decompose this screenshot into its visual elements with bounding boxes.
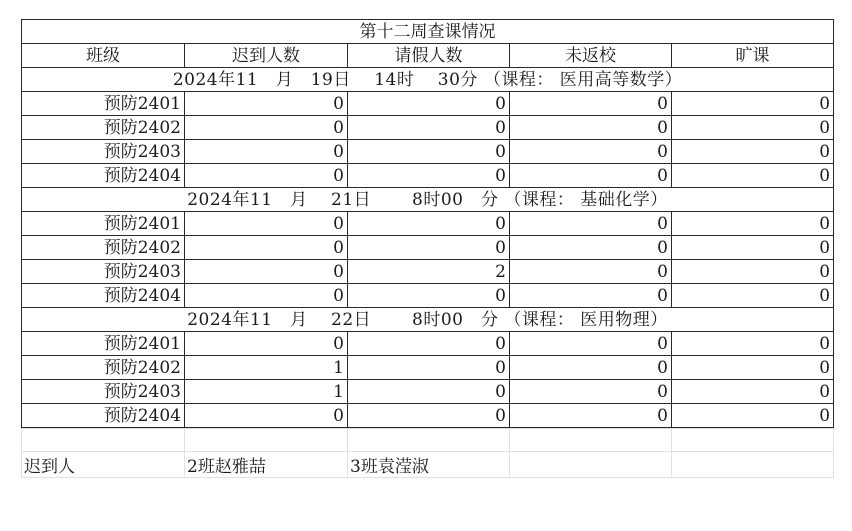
leave-cell[interactable]: 0: [348, 404, 510, 428]
class-cell[interactable]: 预防2402: [22, 116, 185, 140]
empty-cell[interactable]: [672, 452, 834, 478]
header-class[interactable]: 班级: [22, 44, 185, 68]
absent-cell[interactable]: 0: [672, 404, 834, 428]
title-row: [22, 20, 834, 44]
absent-cell[interactable]: 0: [672, 380, 834, 404]
session-row: [22, 308, 834, 332]
leave-cell[interactable]: 0: [348, 212, 510, 236]
late-cell[interactable]: 1: [185, 356, 348, 380]
session-label[interactable]: 2024年11 月 22日 8时00 分 （课程： 医用物理）: [22, 308, 834, 332]
not-returned-cell[interactable]: 0: [510, 140, 672, 164]
table-row: [22, 260, 834, 284]
header-late[interactable]: 迟到人数: [185, 44, 348, 68]
late-cell[interactable]: 0: [185, 116, 348, 140]
class-cell[interactable]: 预防2401: [22, 212, 185, 236]
absent-cell[interactable]: 0: [672, 236, 834, 260]
table-row: [22, 356, 834, 380]
attendance-sheet: [21, 19, 833, 478]
late-cell[interactable]: 0: [185, 404, 348, 428]
not-returned-cell[interactable]: 0: [510, 116, 672, 140]
leave-cell[interactable]: 0: [348, 116, 510, 140]
empty-cell[interactable]: [348, 429, 510, 452]
table-row: [22, 116, 834, 140]
not-returned-cell[interactable]: 0: [510, 404, 672, 428]
absent-cell[interactable]: 0: [672, 116, 834, 140]
reporter-name-2[interactable]: 3班袁滢淑: [348, 452, 510, 478]
table-row: [22, 92, 834, 116]
class-cell[interactable]: 预防2403: [22, 380, 185, 404]
late-cell[interactable]: 0: [185, 284, 348, 308]
blank-row: [22, 429, 834, 452]
class-cell[interactable]: 预防2403: [22, 140, 185, 164]
session-row: [22, 68, 834, 92]
table-row: [22, 164, 834, 188]
session-row: [22, 188, 834, 212]
empty-cell[interactable]: [185, 429, 348, 452]
empty-cell[interactable]: [510, 429, 672, 452]
table-row: [22, 380, 834, 404]
late-cell[interactable]: 0: [185, 332, 348, 356]
attendance-table: [21, 19, 834, 428]
not-returned-cell[interactable]: 0: [510, 380, 672, 404]
leave-cell[interactable]: 0: [348, 332, 510, 356]
session-label[interactable]: 2024年11 月 19日 14时 30分 （课程： 医用高等数学）: [22, 68, 834, 92]
header-not-returned[interactable]: 未返校: [510, 44, 672, 68]
absent-cell[interactable]: 0: [672, 284, 834, 308]
late-cell[interactable]: 1: [185, 380, 348, 404]
leave-cell[interactable]: 0: [348, 140, 510, 164]
absent-cell[interactable]: 0: [672, 92, 834, 116]
not-returned-cell[interactable]: 0: [510, 164, 672, 188]
absent-cell[interactable]: 0: [672, 140, 834, 164]
class-cell[interactable]: 预防2404: [22, 164, 185, 188]
leave-cell[interactable]: 0: [348, 380, 510, 404]
table-row: [22, 332, 834, 356]
table-row: [22, 140, 834, 164]
not-returned-cell[interactable]: 0: [510, 260, 672, 284]
late-cell[interactable]: 0: [185, 236, 348, 260]
empty-cell[interactable]: [510, 452, 672, 478]
class-cell[interactable]: 预防2404: [22, 284, 185, 308]
class-cell[interactable]: 预防2402: [22, 356, 185, 380]
empty-cell[interactable]: [672, 429, 834, 452]
class-cell[interactable]: 预防2401: [22, 92, 185, 116]
table-row: [22, 404, 834, 428]
reporter-row: [22, 452, 834, 478]
header-leave[interactable]: 请假人数: [348, 44, 510, 68]
reporter-name-1[interactable]: 2班赵雅喆: [185, 452, 348, 478]
not-returned-cell[interactable]: 0: [510, 236, 672, 260]
absent-cell[interactable]: 0: [672, 332, 834, 356]
not-returned-cell[interactable]: 0: [510, 92, 672, 116]
empty-cell[interactable]: [22, 429, 185, 452]
reporter-footer: [21, 428, 834, 478]
late-cell[interactable]: 0: [185, 212, 348, 236]
leave-cell[interactable]: 0: [348, 92, 510, 116]
table-row: [22, 236, 834, 260]
late-cell[interactable]: 0: [185, 140, 348, 164]
class-cell[interactable]: 预防2404: [22, 404, 185, 428]
not-returned-cell[interactable]: 0: [510, 284, 672, 308]
leave-cell[interactable]: 0: [348, 164, 510, 188]
absent-cell[interactable]: 0: [672, 212, 834, 236]
late-cell[interactable]: 0: [185, 164, 348, 188]
leave-cell[interactable]: 0: [348, 236, 510, 260]
absent-cell[interactable]: 0: [672, 356, 834, 380]
class-cell[interactable]: 预防2402: [22, 236, 185, 260]
table-row: [22, 212, 834, 236]
class-cell[interactable]: 预防2403: [22, 260, 185, 284]
late-cell[interactable]: 0: [185, 92, 348, 116]
not-returned-cell[interactable]: 0: [510, 356, 672, 380]
session-label[interactable]: 2024年11 月 21日 8时00 分 （课程： 基础化学）: [22, 188, 834, 212]
class-cell[interactable]: 预防2401: [22, 332, 185, 356]
not-returned-cell[interactable]: 0: [510, 212, 672, 236]
header-row: [22, 44, 834, 68]
sheet-title[interactable]: 第十二周查课情况: [22, 20, 834, 44]
absent-cell[interactable]: 0: [672, 164, 834, 188]
reporter-label[interactable]: 迟到人: [22, 452, 185, 478]
absent-cell[interactable]: 0: [672, 260, 834, 284]
leave-cell[interactable]: 0: [348, 284, 510, 308]
leave-cell[interactable]: 0: [348, 356, 510, 380]
leave-cell[interactable]: 2: [348, 260, 510, 284]
not-returned-cell[interactable]: 0: [510, 332, 672, 356]
late-cell[interactable]: 0: [185, 260, 348, 284]
table-row: [22, 284, 834, 308]
header-absent[interactable]: 旷课: [672, 44, 834, 68]
